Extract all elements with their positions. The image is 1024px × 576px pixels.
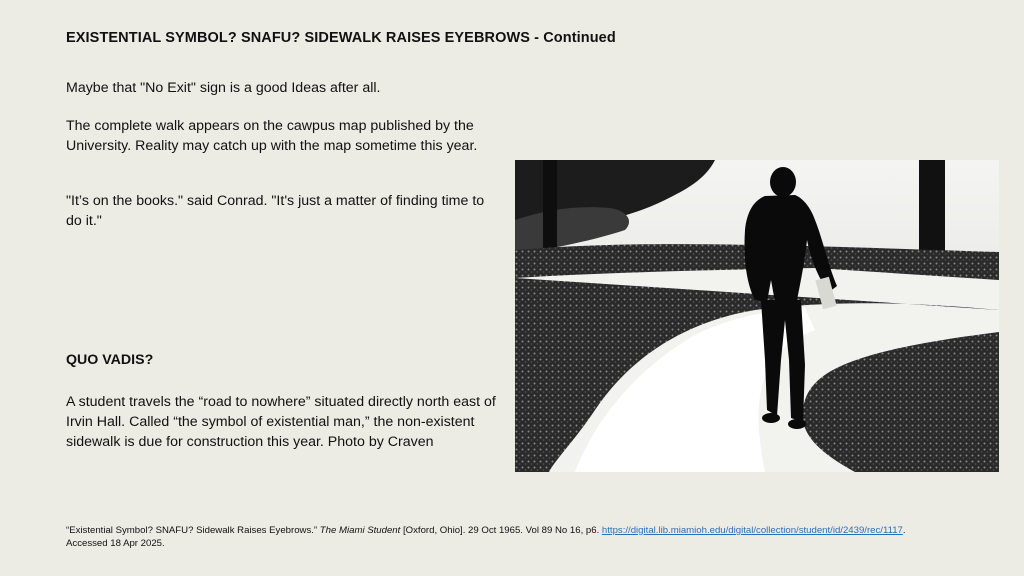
citation-publication: The Miami Student [319,525,401,536]
citation [66,524,946,550]
citation-link[interactable]: https://digital.lib.miamioh.edu/digital/collection/student/id/2439/rec/1117 [601,525,903,536]
citation-prefix: “Existential Symbol? SNAFU? Sidewalk Raises Eyebrows.” [66,525,320,536]
slide-title: EXISTENTIAL SYMBOL? SNAFU? SIDEWALK RAISES EYEBROWS - Continued [66,30,616,46]
newspaper-photo [515,160,999,472]
paragraph-campus-map: The complete walk appears on the cawpus map published by the University. Reality may catch up with the map sometime this year. [66,118,478,154]
section-heading: QUO VADIS? [66,352,154,368]
paragraph-conrad-quote: "It’s on the books." said Conrad. "It's just a matter of finding time to do it." [66,193,485,229]
paragraph-no-exit: Maybe that "No Exit" sign is a good Ideas after all. [66,80,381,96]
photo-caption: A student travels the “road to nowhere” situated directly north east of Irvin Hall. Called “the symbol of existential man,” the non-existent sidewalk is due for construction this year. Photo by Craven [66,394,496,450]
citation-accessed: . Accessed 18 Apr 2025. [66,525,906,549]
photo-student-walking-illustration [515,160,999,472]
citation-details: [Oxford, Ohio]. 29 Oct 1965. Vol 89 No 16, p6. [400,525,602,536]
